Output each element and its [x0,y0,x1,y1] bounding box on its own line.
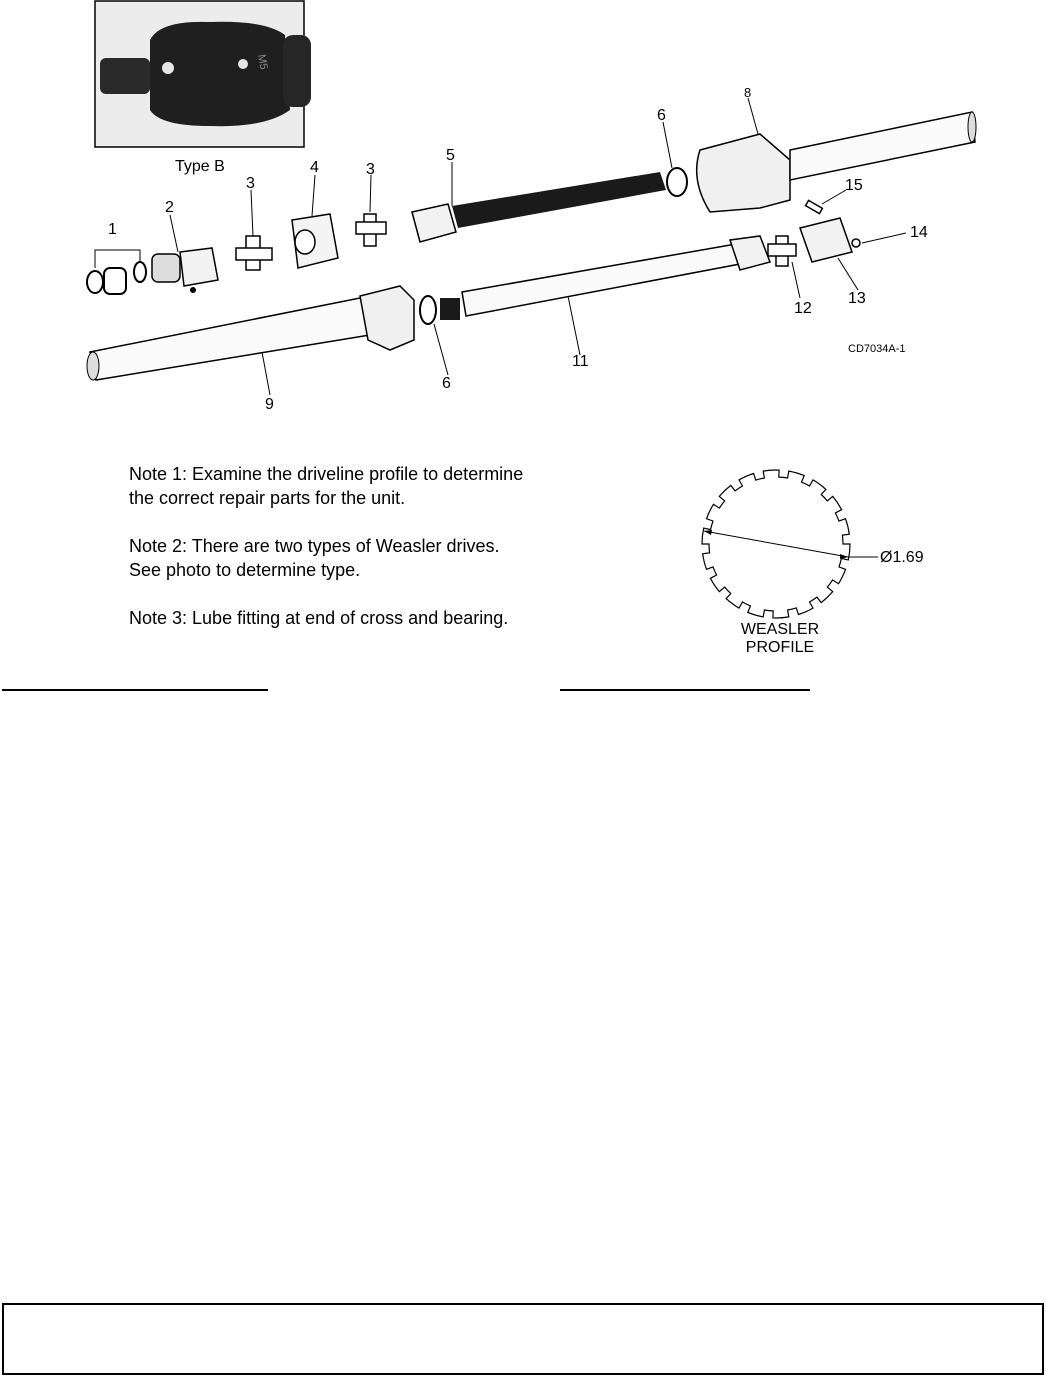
callout-3-left: 3 [246,175,255,192]
part-5-yoke-tube [412,172,666,242]
driveline-exploded-diagram [0,0,1046,420]
callout-6-upper: 6 [657,107,666,124]
part-1-seal-rings [87,262,146,294]
callout-1: 1 [108,221,117,238]
weasler-profile-diagram [680,455,960,665]
part-12-cross [768,236,796,266]
section-rule-left [2,689,268,691]
callout-3-right: 3 [366,161,375,178]
callout-5: 5 [446,147,455,164]
part-8-shield-outer [697,112,976,212]
part-2-yoke [152,248,218,293]
note-1-line-1: Note 1: Examine the driveline profile to determine [129,464,524,484]
callout-12: 12 [794,300,812,317]
callout-9: 9 [265,396,274,413]
callout-2: 2 [165,199,174,216]
part-11-inner-tube [440,236,770,320]
part-15-bolt [806,200,823,213]
photo-stamp: M5 [255,53,270,71]
callout-8: 8 [744,85,752,100]
note-1 [129,462,599,510]
notes-block [129,462,599,654]
note-2-line-1: Note 2: There are two types of Weasler drives. [129,536,500,556]
callout-15: 15 [845,177,863,194]
callout-13: 13 [848,290,866,307]
callout-14: 14 [910,224,928,241]
diameter-line [704,531,848,557]
part-13-yoke [800,218,852,262]
profile-label-line-2: PROFILE [745,639,815,656]
part-6-ring-upper [667,168,687,196]
part-14-nut [852,239,860,247]
note-2-line-2: See photo to determine type. [129,560,361,580]
section-rule-right [560,689,810,691]
part-9-outer-tube [87,286,414,380]
part-4-yoke [292,214,338,268]
part-6-ring-lower [420,296,436,324]
note-2 [129,534,599,582]
diameter-label: Ø1.69 [880,549,924,566]
part-3-cross-left [236,236,272,270]
drawing-code: CD7034A-1 [848,343,906,355]
part-3-cross-right [356,214,386,246]
profile-label-line-1: WEASLER [740,621,820,638]
note-1-line-2: the correct repair parts for the unit. [129,488,406,508]
callout-6-lower: 6 [442,375,451,392]
footer-box [2,1303,1044,1375]
note-3-text: Note 3: Lube fitting at end of cross and bearing. [129,608,509,628]
callout-11: 11 [572,353,589,370]
note-3 [129,606,599,630]
callout-4: 4 [310,159,319,176]
photo-caption: Type B [175,158,225,175]
type-b-photo [95,1,311,147]
